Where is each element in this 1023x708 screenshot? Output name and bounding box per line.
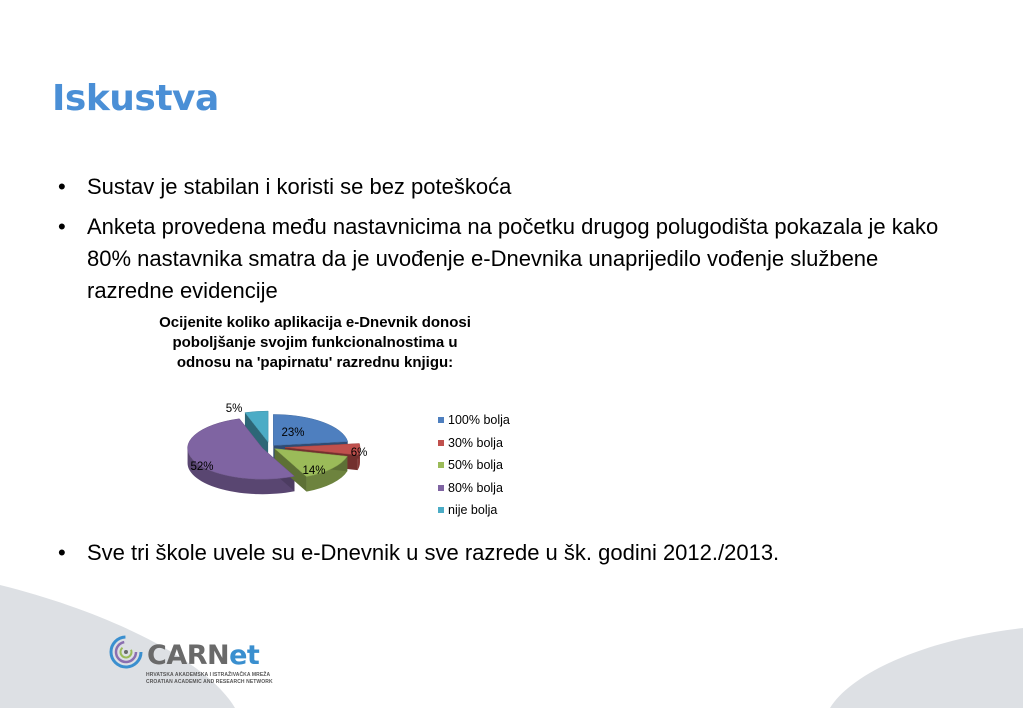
bullet-item <box>58 171 958 203</box>
legend-label: 50% bolja <box>448 458 503 473</box>
logo-tagline <box>146 672 273 686</box>
chart-legend <box>438 409 510 522</box>
legend-label: 80% bolja <box>448 480 503 495</box>
bullet-item <box>58 537 958 569</box>
legend-label: nije bolja <box>448 503 498 518</box>
pie-data-label: 52% <box>190 461 214 473</box>
legend-item <box>438 409 510 432</box>
legend-label: 100% bolja <box>448 413 510 428</box>
legend-swatch <box>438 507 444 513</box>
chart-title: Ocijenite koliko aplikacija e-Dnevnik donosi poboljšanje svojim funkcionalnostima u odnosu na 'papirnatu' razrednu knjigu: <box>159 314 471 371</box>
carnet-wordmark <box>147 640 259 671</box>
legend-swatch <box>438 462 444 468</box>
bullet-item <box>58 211 958 307</box>
legend-label: 30% bolja <box>448 435 503 450</box>
carnet-logo-icon <box>108 632 144 672</box>
wordmark-part: CARN <box>147 640 230 671</box>
pie-chart <box>160 395 420 515</box>
legend-swatch <box>438 417 444 423</box>
pie-data-label: 23% <box>281 427 305 439</box>
legend-item <box>438 499 510 522</box>
bullet-marker: • <box>58 174 66 199</box>
pie-data-label: 14% <box>302 465 326 477</box>
legend-item <box>438 477 510 500</box>
tagline-line: HRVATSKA AKADEMSKA I ISTRAŽIVAČKA MREŽA <box>146 672 271 678</box>
bullet-text: Sve tri škole uvele su e-Dnevnik u sve razrede u šk. godini 2012./2013. <box>87 540 780 565</box>
pie-data-label: 5% <box>225 403 243 415</box>
wordmark-accent: et <box>229 640 260 671</box>
legend-item <box>438 432 510 455</box>
bullet-marker: • <box>58 214 66 239</box>
legend-swatch <box>438 485 444 491</box>
legend-swatch <box>438 440 444 446</box>
pie-data-label: 6% <box>350 447 368 459</box>
slide-title: Iskustva <box>52 78 219 119</box>
legend-item <box>438 454 510 477</box>
bullet-text: Anketa provedena među nastavnicima na početku drugog polugodišta pokazala je kako 80% nastavnika smatra da je uvođenje e-Dnevnika unaprijedilo vođenje službene razredne evidencije <box>87 214 939 303</box>
tagline-line: CROATIAN ACADEMIC AND RESEARCH NETWORK <box>146 679 273 685</box>
bullet-marker: • <box>58 540 66 565</box>
bullet-text: Sustav je stabilan i koristi se bez poteškoća <box>87 174 512 199</box>
